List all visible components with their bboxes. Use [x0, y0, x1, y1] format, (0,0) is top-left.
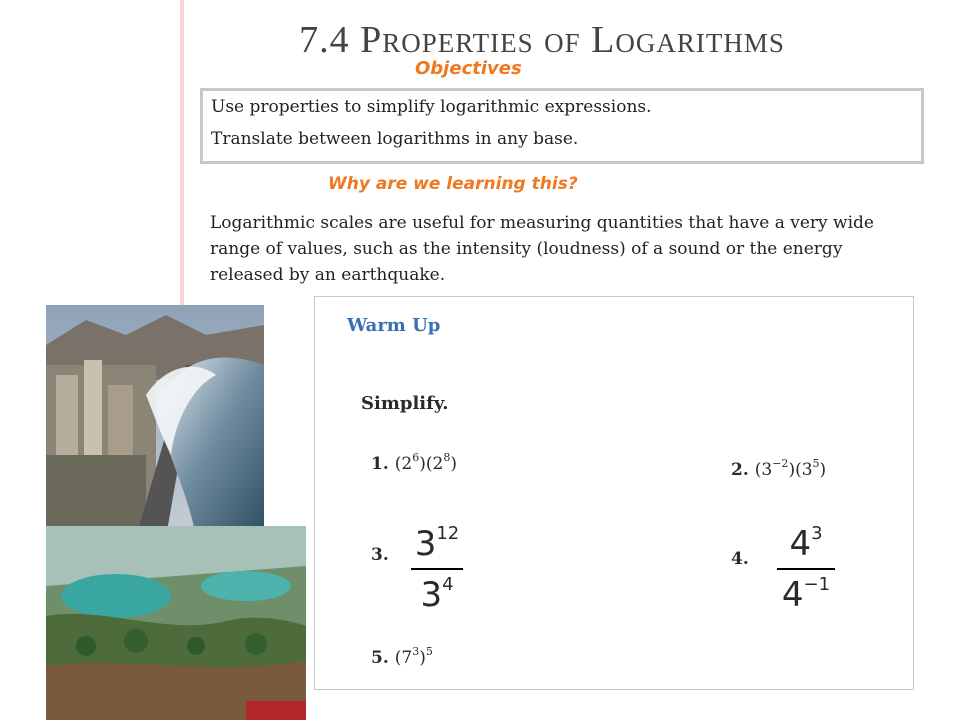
p3-numerator: $3^{12}$	[414, 523, 460, 564]
island-photo	[46, 526, 306, 720]
simplify-label: Simplify.	[361, 393, 449, 414]
problem-4-fraction	[777, 523, 835, 615]
p3-fraction-bar	[411, 568, 463, 570]
problem-3-fraction	[411, 523, 463, 615]
p1-exp-1: 6	[412, 451, 420, 464]
p2-exp-2: 5	[812, 457, 820, 470]
tsunami-photo	[46, 305, 264, 537]
objectives-label: Objectives	[415, 58, 522, 79]
p2-base-2: 3	[801, 460, 813, 480]
problem-4-number: 4.	[731, 549, 749, 569]
p2-exp-1: −2	[772, 457, 789, 470]
p5-inner-exp: 3	[412, 645, 420, 658]
why-text: Logarithmic scales are useful for measuring quantities that have a very wide range of values, such as the intensity (loudness) of a sound or the energy released by an earthquake.	[210, 213, 874, 285]
p3-denominator: $3^4$	[420, 574, 454, 615]
problem-5: 5. $(7^3)^5$	[371, 645, 433, 668]
p2-base-1: 3	[761, 460, 773, 480]
p1-base-1: 2	[401, 454, 413, 474]
p5-outer-exp: 5	[425, 645, 433, 658]
slide-title: 7.4 Properties of Logarithms	[299, 19, 785, 61]
problem-3-number: 3.	[371, 545, 389, 565]
objective-1: Use properties to simplify logarithmic expressions.	[211, 97, 652, 117]
p4-fraction-bar	[777, 568, 835, 570]
warm-up-box	[314, 296, 914, 690]
p4-denominator: $4^{-1}$	[781, 574, 831, 615]
problem-1-number: 1.	[371, 454, 389, 474]
p1-exp-2: 8	[443, 451, 451, 464]
warm-up-heading: Warm Up	[347, 315, 441, 336]
p4-numerator: $4^3$	[789, 523, 823, 564]
p5-base: 7	[401, 648, 413, 668]
problem-2: 2. $(3^{-2})(3^5)$	[731, 457, 827, 480]
problem-1: 1. $(2^6)(2^8)$	[371, 451, 457, 474]
objective-2: Translate between logarithms in any base.	[211, 129, 579, 149]
p1-base-2: 2	[432, 454, 444, 474]
objectives-box	[200, 88, 924, 164]
problem-5-number: 5.	[371, 648, 389, 668]
why-label: Why are we learning this?	[328, 174, 578, 194]
problem-2-number: 2.	[731, 460, 749, 480]
